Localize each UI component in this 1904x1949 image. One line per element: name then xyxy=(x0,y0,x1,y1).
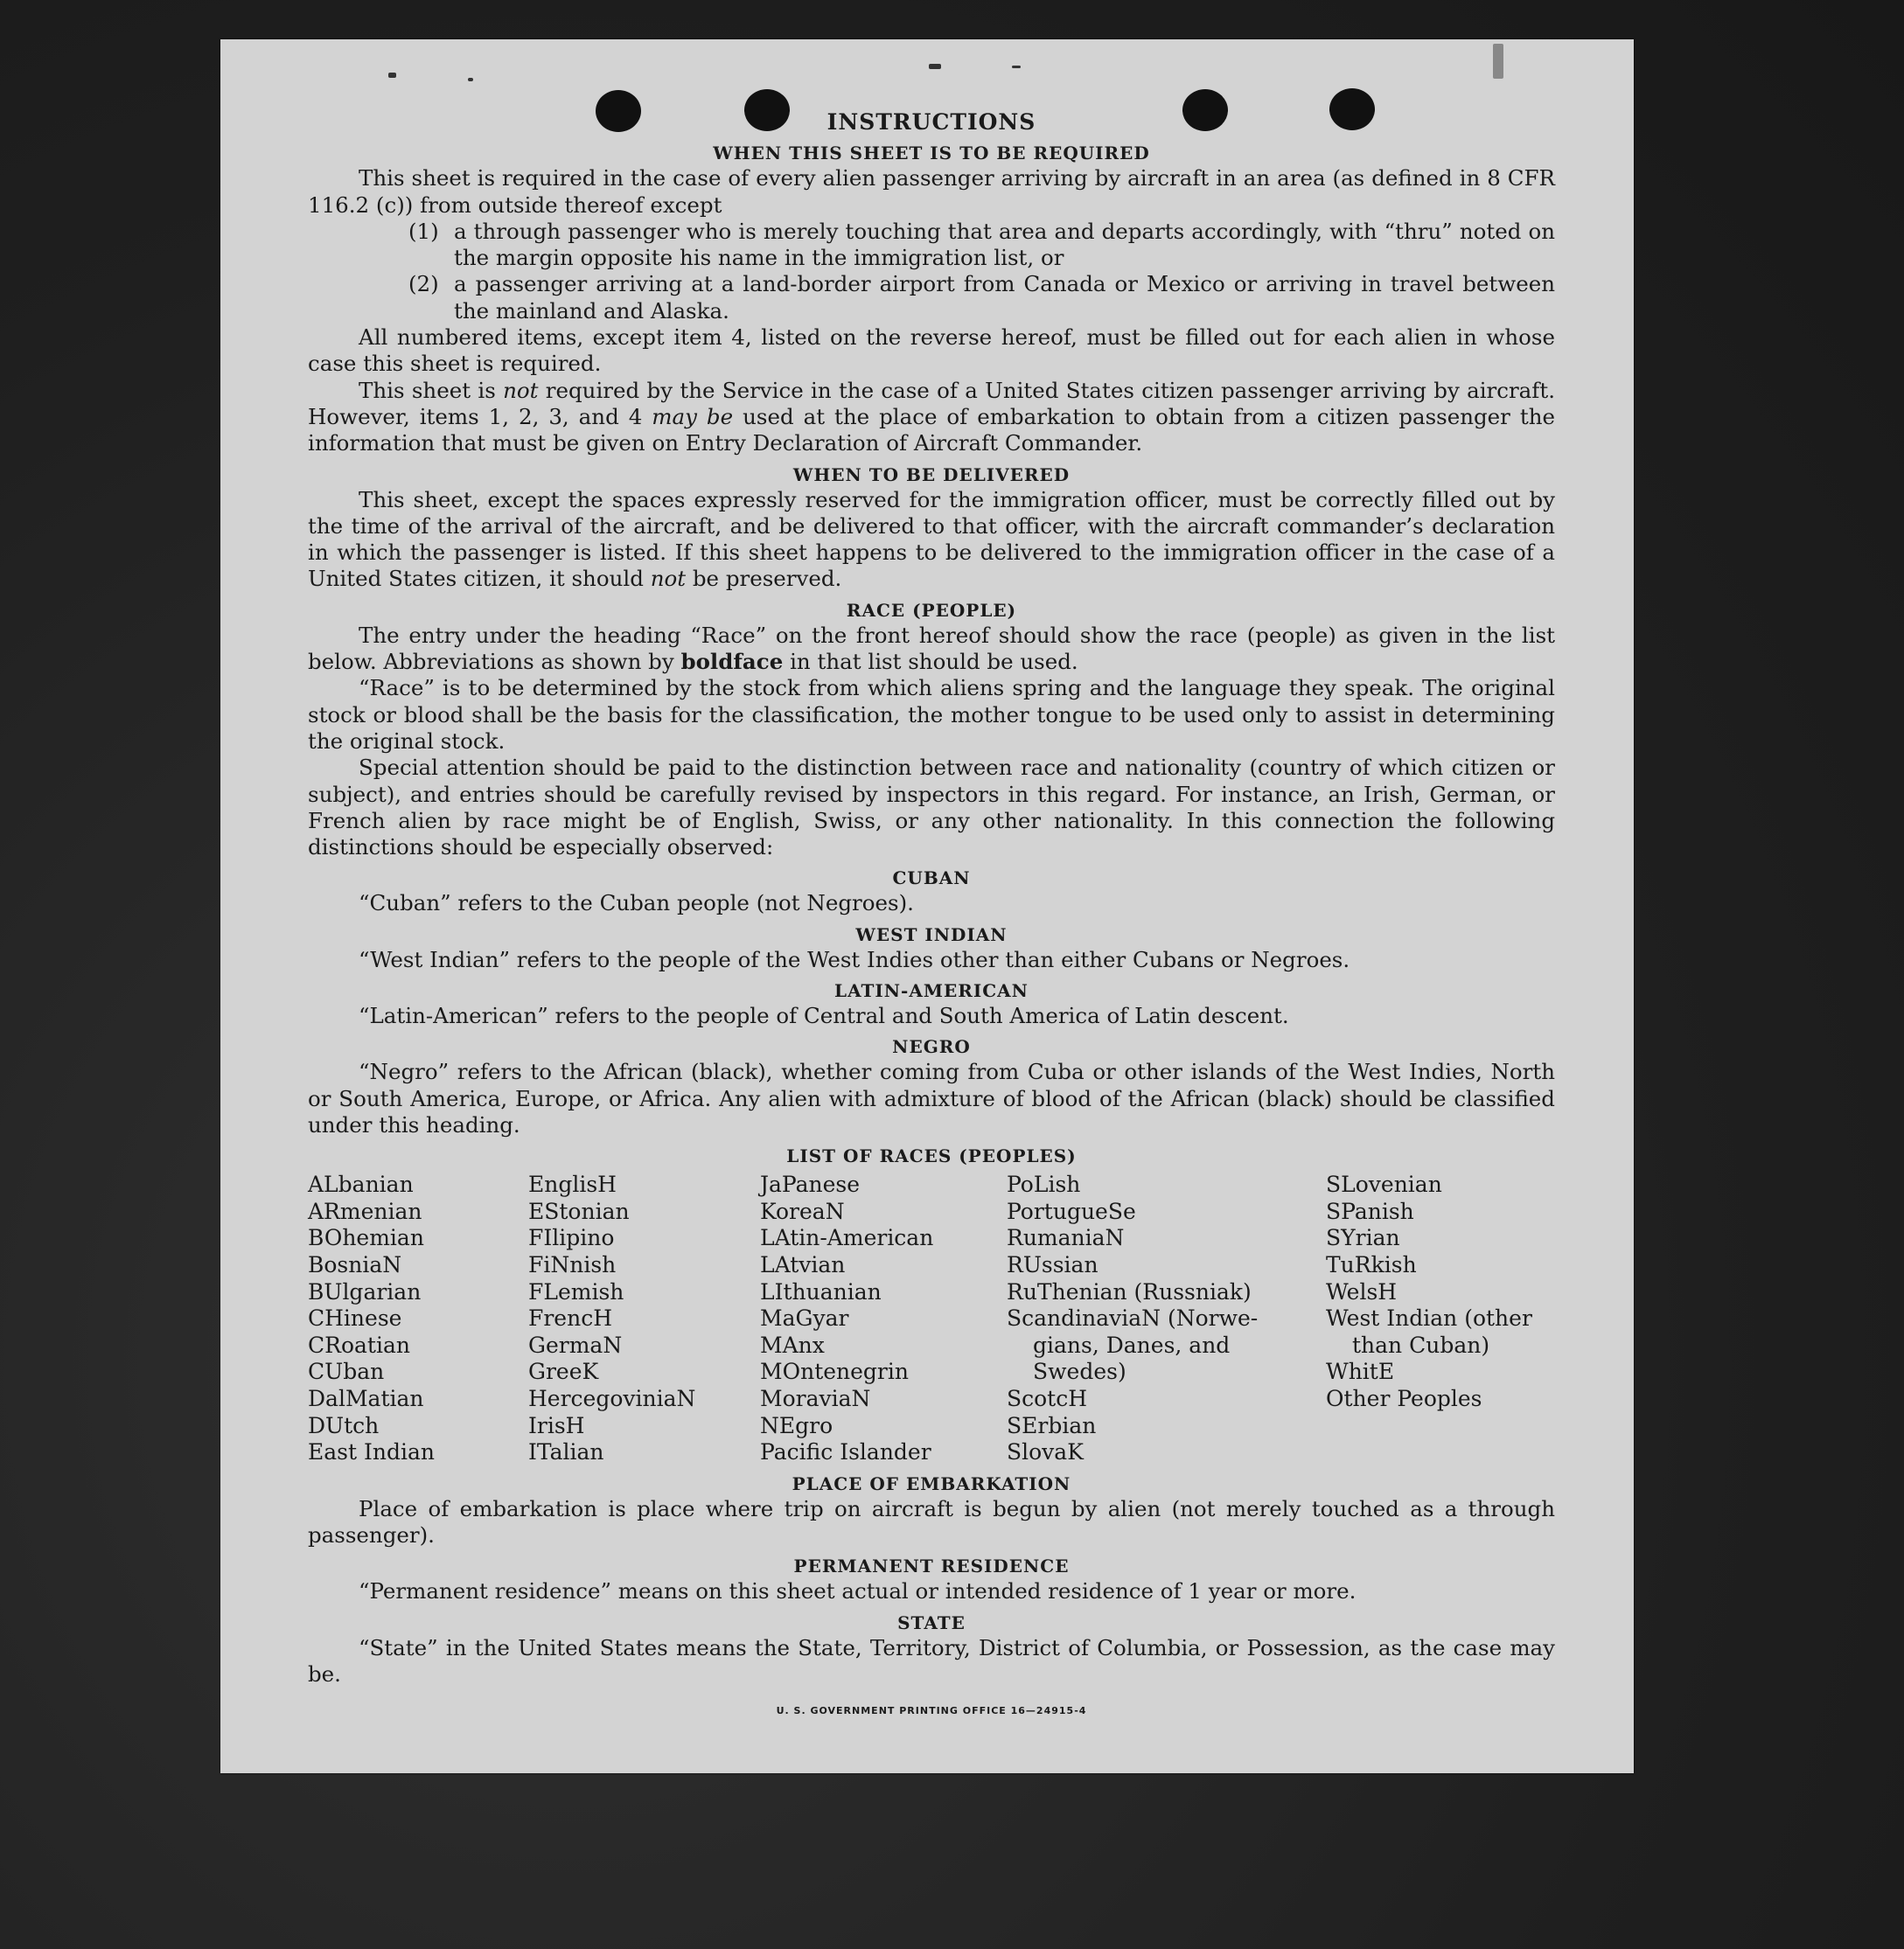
race-entry: DalMatian xyxy=(308,1385,424,1411)
race-entry: MoraviaN xyxy=(760,1385,871,1411)
heading-race: RACE (PEOPLE) xyxy=(846,599,1017,621)
race-entry: BosniaN xyxy=(308,1251,402,1277)
instructions-text xyxy=(308,101,1555,1725)
paragraph: This sheet is required in the case of every alien passenger arriving by aircraft in an area (as defined in 8 CFR 116.2 (c)) from outside thereof except xyxy=(308,165,1555,218)
race-entry: ScotcH xyxy=(1007,1385,1088,1411)
race-entry: CUban xyxy=(308,1359,385,1385)
race-entry: FrencH xyxy=(528,1305,612,1332)
paragraph: This sheet is not required by the Service in the case of a United States citizen passenger arriving by aircraft. However, items 1, 2, 3, and 4 may be used at the place of embarkation to obtain from a citizen passenger the information that must be given on Entry Declaration of Aircraft Commander. xyxy=(308,377,1555,456)
race-entry: GreeK xyxy=(528,1359,599,1385)
race-entry: Other Peoples xyxy=(1326,1385,1482,1411)
race-entry: LIthuanian xyxy=(760,1278,882,1305)
scan-speck xyxy=(388,73,396,78)
race-entry: SErbian xyxy=(1007,1412,1097,1438)
paragraph: “State” in the United States means the State, Territory, District of Columbia, or Possession, as the case may be. xyxy=(308,1634,1555,1687)
race-entry: East Indian xyxy=(308,1439,435,1465)
item-number: (1) xyxy=(408,218,439,244)
races-column xyxy=(528,1172,760,1466)
race-entry: PortugueSe xyxy=(1007,1198,1136,1224)
race-entry: ALbanian xyxy=(308,1172,414,1198)
paragraph: Place of embarkation is place where trip on aircraft is begun by alien (not merely touched as a through passenger). xyxy=(308,1495,1555,1549)
paragraph: “Negro” refers to the African (black), whether coming from Cuba or other islands of the West Indies, North or South America, Europe, or Africa. Any alien with admixture of blood of the African (black) should be classified under this heading. xyxy=(308,1059,1555,1138)
race-entry: Swedes) xyxy=(1033,1359,1126,1385)
heading-list-of-races: LIST OF RACES (PEOPLES) xyxy=(786,1145,1077,1167)
race-entry: FLemish xyxy=(528,1278,624,1305)
race-entry: RUssian xyxy=(1007,1251,1098,1277)
race-entry: GermaN xyxy=(528,1332,623,1358)
race-entry: West Indian (other xyxy=(1326,1305,1532,1332)
race-entry: LAtvian xyxy=(760,1251,846,1277)
race-entry: MAnx xyxy=(760,1332,825,1358)
race-entry: than Cuban) xyxy=(1352,1332,1490,1358)
list-item xyxy=(408,271,1555,324)
race-entry: WhitE xyxy=(1326,1359,1395,1385)
race-entry: SYrian xyxy=(1326,1225,1400,1251)
paragraph: “Race” is to be determined by the stock from which aliens spring and the language they speak. The original stock or blood shall be the basis for the classification, the mother tongue to be used only to assist in determining the original stock. xyxy=(308,675,1555,754)
race-entry: EStonian xyxy=(528,1198,630,1224)
heading-state: STATE xyxy=(897,1611,966,1633)
races-column xyxy=(1007,1172,1326,1466)
race-entry: ITalian xyxy=(528,1439,604,1465)
races-column xyxy=(760,1172,1007,1466)
heading-negro: NEGRO xyxy=(892,1036,971,1058)
race-entry: SLovenian xyxy=(1326,1172,1442,1198)
race-entry: SPanish xyxy=(1326,1198,1414,1224)
printer-imprint: U. S. GOVERNMENT PRINTING OFFICE 16—24915-4 xyxy=(776,1705,1087,1717)
heading-when-required: WHEN THIS SHEET IS TO BE REQUIRED xyxy=(713,143,1150,164)
race-entry: MOntenegrin xyxy=(760,1359,909,1385)
paragraph: The entry under the heading “Race” on the front hereof should show the race (people) as given in the list below. Abbreviations as shown by boldface in that list should be used. xyxy=(308,622,1555,675)
race-entry: IrisH xyxy=(528,1412,585,1438)
race-entry: PoLish xyxy=(1007,1172,1081,1198)
heading-cuban: CUBAN xyxy=(892,867,971,889)
paragraph: “West Indian” refers to the people of the West Indies other than either Cubans or Negroes. xyxy=(359,946,1350,972)
race-entry: MaGyar xyxy=(760,1305,849,1332)
race-entry: SlovaK xyxy=(1007,1439,1084,1465)
race-entry: FiNnish xyxy=(528,1251,617,1277)
race-entry: CRoatian xyxy=(308,1332,410,1358)
race-entry: ScandinaviaN (Norwe- xyxy=(1007,1305,1259,1332)
race-entry: DUtch xyxy=(308,1412,380,1438)
race-entry: KoreaN xyxy=(760,1198,845,1224)
paragraph: This sheet, except the spaces expressly reserved for the immigration officer, must be correctly filled out by the time of the arrival of the aircraft, and be delivered to that officer, with the aircraft commander’s declaration in which the passenger is listed. If this sheet happens to be delivered to the immigration officer in the case of a United States citizen, it should not be preserved. xyxy=(308,486,1555,592)
heading-latin-american: LATIN-AMERICAN xyxy=(834,980,1029,1002)
heading-when-delivered: WHEN TO BE DELIVERED xyxy=(792,463,1071,485)
item-number: (2) xyxy=(408,271,439,297)
races-column xyxy=(308,1172,528,1466)
races-table xyxy=(308,1172,1555,1466)
item-text: a passenger arriving at a land-border airport from Canada or Mexico or arriving in travel between the mainland and Alaska. xyxy=(454,271,1555,324)
list-item xyxy=(408,219,1555,272)
race-entry: RuThenian (Russniak) xyxy=(1007,1278,1252,1305)
item-text: a through passenger who is merely touching that area and departs accordingly, with “thru” noted on the margin opposite his name in the immigration list, or xyxy=(454,218,1555,271)
race-entry: BOhemian xyxy=(308,1225,424,1251)
paragraph: All numbered items, except item 4, listed on the reverse hereof, must be filled out for each alien in whose case this sheet is required. xyxy=(308,324,1555,377)
race-entry: NEgro xyxy=(760,1412,833,1438)
document-sheet xyxy=(220,39,1634,1773)
heading-permanent-residence: PERMANENT RESIDENCE xyxy=(793,1556,1070,1577)
paragraph: “Cuban” refers to the Cuban people (not Negroes). xyxy=(359,890,914,916)
race-entry: WelsH xyxy=(1326,1278,1398,1305)
race-entry: Pacific Islander xyxy=(760,1439,931,1465)
race-entry: FIlipino xyxy=(528,1225,615,1251)
paragraph: “Latin-American” refers to the people of Central and South America of Latin descent. xyxy=(359,1003,1289,1029)
paragraph: “Permanent residence” means on this sheet actual or intended residence of 1 year or more. xyxy=(359,1578,1357,1604)
title-instructions: INSTRUCTIONS xyxy=(826,109,1036,135)
scan-speck xyxy=(468,78,473,81)
races-column xyxy=(1326,1172,1555,1466)
race-entry: gians, Danes, and xyxy=(1033,1332,1231,1358)
race-entry: CHinese xyxy=(308,1305,402,1332)
race-entry: LAtin-American xyxy=(760,1225,934,1251)
heading-place-of-embarkation: PLACE OF EMBARKATION xyxy=(792,1472,1071,1494)
race-entry: ARmenian xyxy=(308,1198,422,1224)
race-entry: JaPanese xyxy=(760,1172,861,1198)
race-entry: BUlgarian xyxy=(308,1278,422,1305)
scan-speck xyxy=(1012,66,1021,68)
race-entry: EnglisH xyxy=(528,1172,617,1198)
race-entry: HercegoviniaN xyxy=(528,1385,696,1411)
race-entry: TuRkish xyxy=(1326,1251,1417,1277)
scan-speck xyxy=(929,64,941,69)
heading-west-indian: WEST INDIAN xyxy=(855,923,1008,945)
scan-speck xyxy=(1493,44,1503,79)
race-entry: RumaniaN xyxy=(1007,1225,1125,1251)
paragraph: Special attention should be paid to the distinction between race and nationality (country of which citizen or subject), and entries should be carefully revised by inspectors in this regard. For instance, an Irish, German, or French alien by race might be of English, Swiss, or any other nationality. In this connection the following distinctions should be especially observed: xyxy=(308,755,1555,860)
